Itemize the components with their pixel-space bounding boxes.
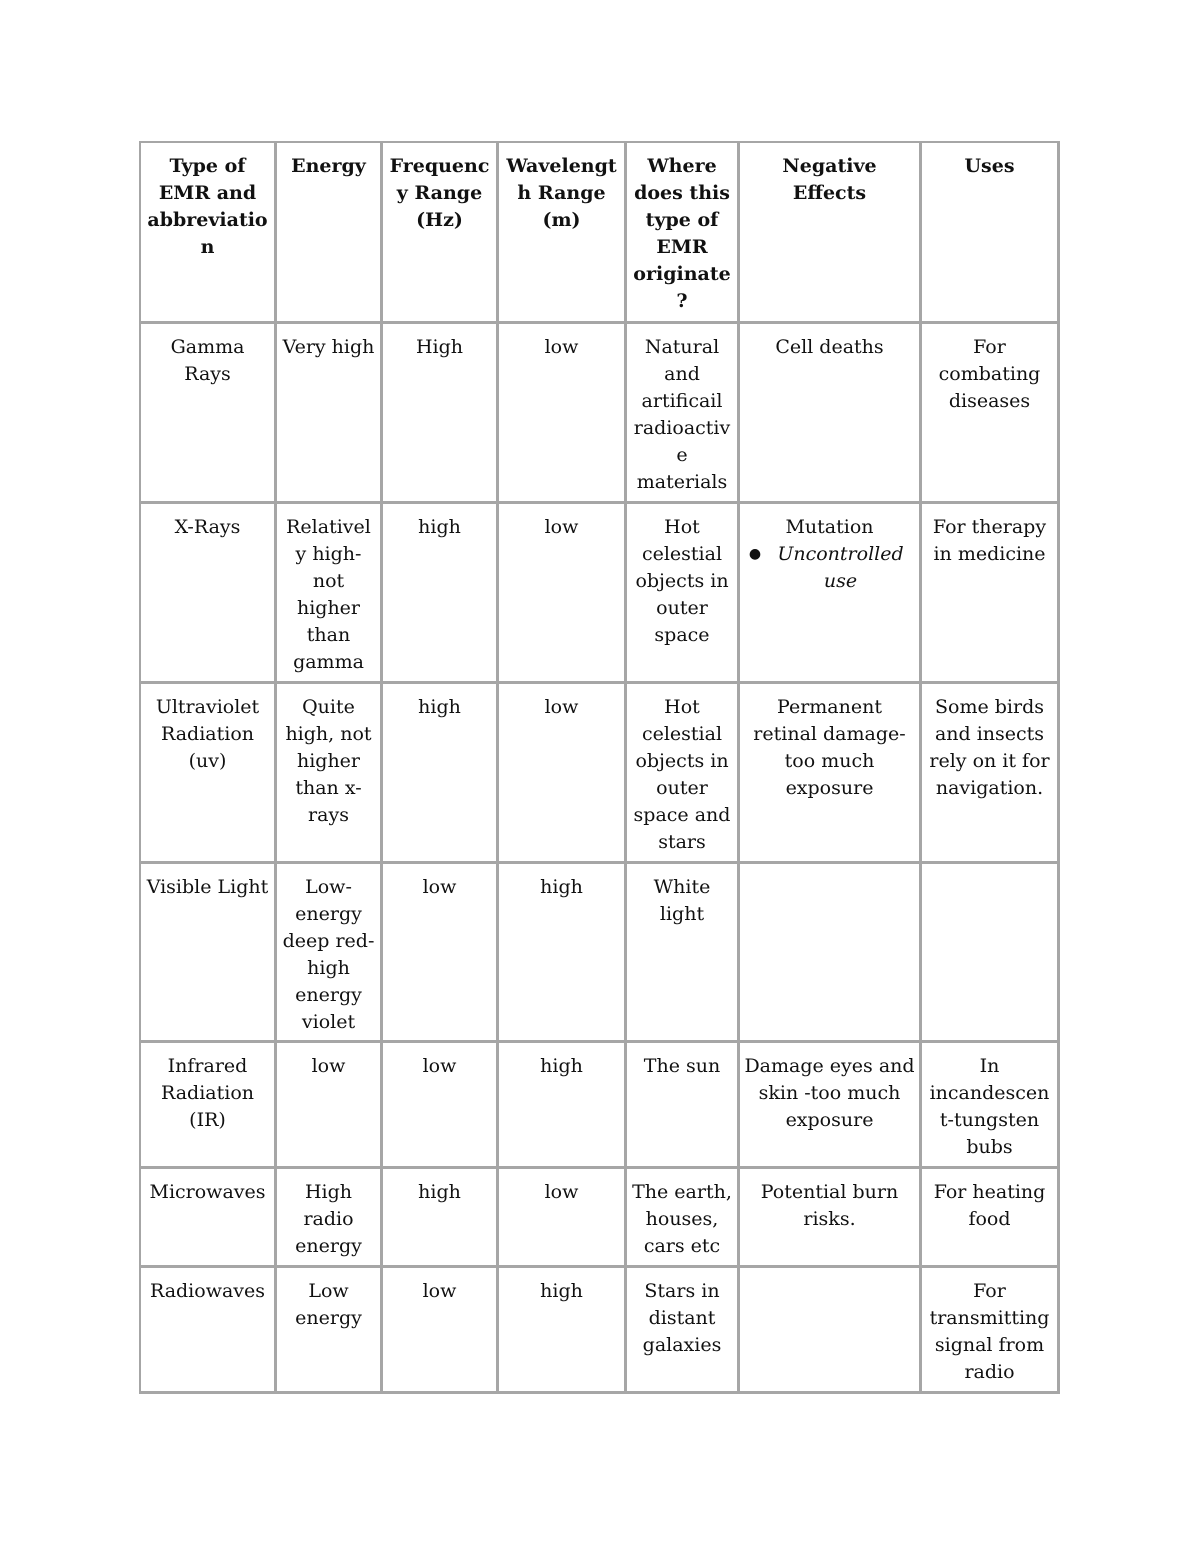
table-row xyxy=(141,1043,1060,1169)
table-row xyxy=(141,1268,1060,1394)
table-row xyxy=(141,684,1060,864)
cell-uses: For therapy in medicine xyxy=(922,504,1060,684)
cell-energy: Low- energy deep red- high energy violet xyxy=(277,864,383,1043)
cell-negative xyxy=(740,1268,922,1394)
cell-origin: Hot celestial objects in outer space xyxy=(627,504,740,684)
header-negative-effects: Negative Effects xyxy=(740,143,922,324)
cell-negative: Cell deaths xyxy=(740,324,922,504)
cell-wavelength: high xyxy=(499,864,627,1043)
negative-bullet-text: Uncontrolled use xyxy=(777,543,904,592)
header-row xyxy=(141,143,1060,324)
cell-energy: Very high xyxy=(277,324,383,504)
cell-uses: In incandescent-tungsten bubs xyxy=(922,1043,1060,1169)
cell-wavelength: low xyxy=(499,684,627,864)
cell-frequency: High xyxy=(383,324,499,504)
cell-frequency: high xyxy=(383,684,499,864)
cell-uses: Some birds and insects rely on it for navigation. xyxy=(922,684,1060,864)
cell-type: Ultraviolet Radiation (uv) xyxy=(141,684,277,864)
header-wavelength: Wavelength Range (m) xyxy=(499,143,627,324)
cell-energy: Quite high, not higher than x-rays xyxy=(277,684,383,864)
cell-energy: Relatively high- not higher than gamma xyxy=(277,504,383,684)
cell-type: Visible Light xyxy=(141,864,277,1043)
cell-wavelength: high xyxy=(499,1043,627,1169)
emr-table xyxy=(139,141,1060,1394)
table-row xyxy=(141,864,1060,1043)
cell-energy: Low energy xyxy=(277,1268,383,1394)
cell-origin: Natural and artificail radioactive materials xyxy=(627,324,740,504)
table-row xyxy=(141,1169,1060,1268)
cell-origin: Stars in distant galaxies xyxy=(627,1268,740,1394)
negative-bullet-item xyxy=(744,541,915,595)
cell-uses: For combating diseases xyxy=(922,324,1060,504)
cell-type: Infrared Radiation (IR) xyxy=(141,1043,277,1169)
cell-wavelength: low xyxy=(499,504,627,684)
cell-uses: For transmitting signal from radio xyxy=(922,1268,1060,1394)
cell-energy: High radio energy xyxy=(277,1169,383,1268)
header-energy: Energy xyxy=(277,143,383,324)
cell-negative: Damage eyes and skin -too much exposure xyxy=(740,1043,922,1169)
header-type: Type of EMR and abbreviation xyxy=(141,143,277,324)
cell-frequency: high xyxy=(383,1169,499,1268)
cell-negative: Potential burn risks. xyxy=(740,1169,922,1268)
cell-uses: For heating food xyxy=(922,1169,1060,1268)
cell-type: X-Rays xyxy=(141,504,277,684)
cell-type: Radiowaves xyxy=(141,1268,277,1394)
cell-frequency: low xyxy=(383,1043,499,1169)
bullet-icon: ● xyxy=(748,546,762,562)
cell-wavelength: low xyxy=(499,324,627,504)
cell-type: Microwaves xyxy=(141,1169,277,1268)
header-uses: Uses xyxy=(922,143,1060,324)
header-origin: Where does this type of EMR originate? xyxy=(627,143,740,324)
header-frequency: Frequency Range (Hz) xyxy=(383,143,499,324)
cell-negative xyxy=(740,864,922,1043)
cell-frequency: low xyxy=(383,864,499,1043)
cell-uses xyxy=(922,864,1060,1043)
cell-wavelength: low xyxy=(499,1169,627,1268)
cell-type: Gamma Rays xyxy=(141,324,277,504)
cell-energy: low xyxy=(277,1043,383,1169)
cell-origin: The sun xyxy=(627,1043,740,1169)
table-row xyxy=(141,504,1060,684)
cell-origin: White light xyxy=(627,864,740,1043)
cell-frequency: high xyxy=(383,504,499,684)
cell-origin: The earth, houses, cars etc xyxy=(627,1169,740,1268)
table-row xyxy=(141,324,1060,504)
negative-effect-text: Mutation xyxy=(785,516,874,538)
cell-wavelength: high xyxy=(499,1268,627,1394)
cell-origin: Hot celestial objects in outer space and stars xyxy=(627,684,740,864)
cell-negative: Permanent retinal damage- too much exposure xyxy=(740,684,922,864)
cell-frequency: low xyxy=(383,1268,499,1394)
cell-negative xyxy=(740,504,922,684)
